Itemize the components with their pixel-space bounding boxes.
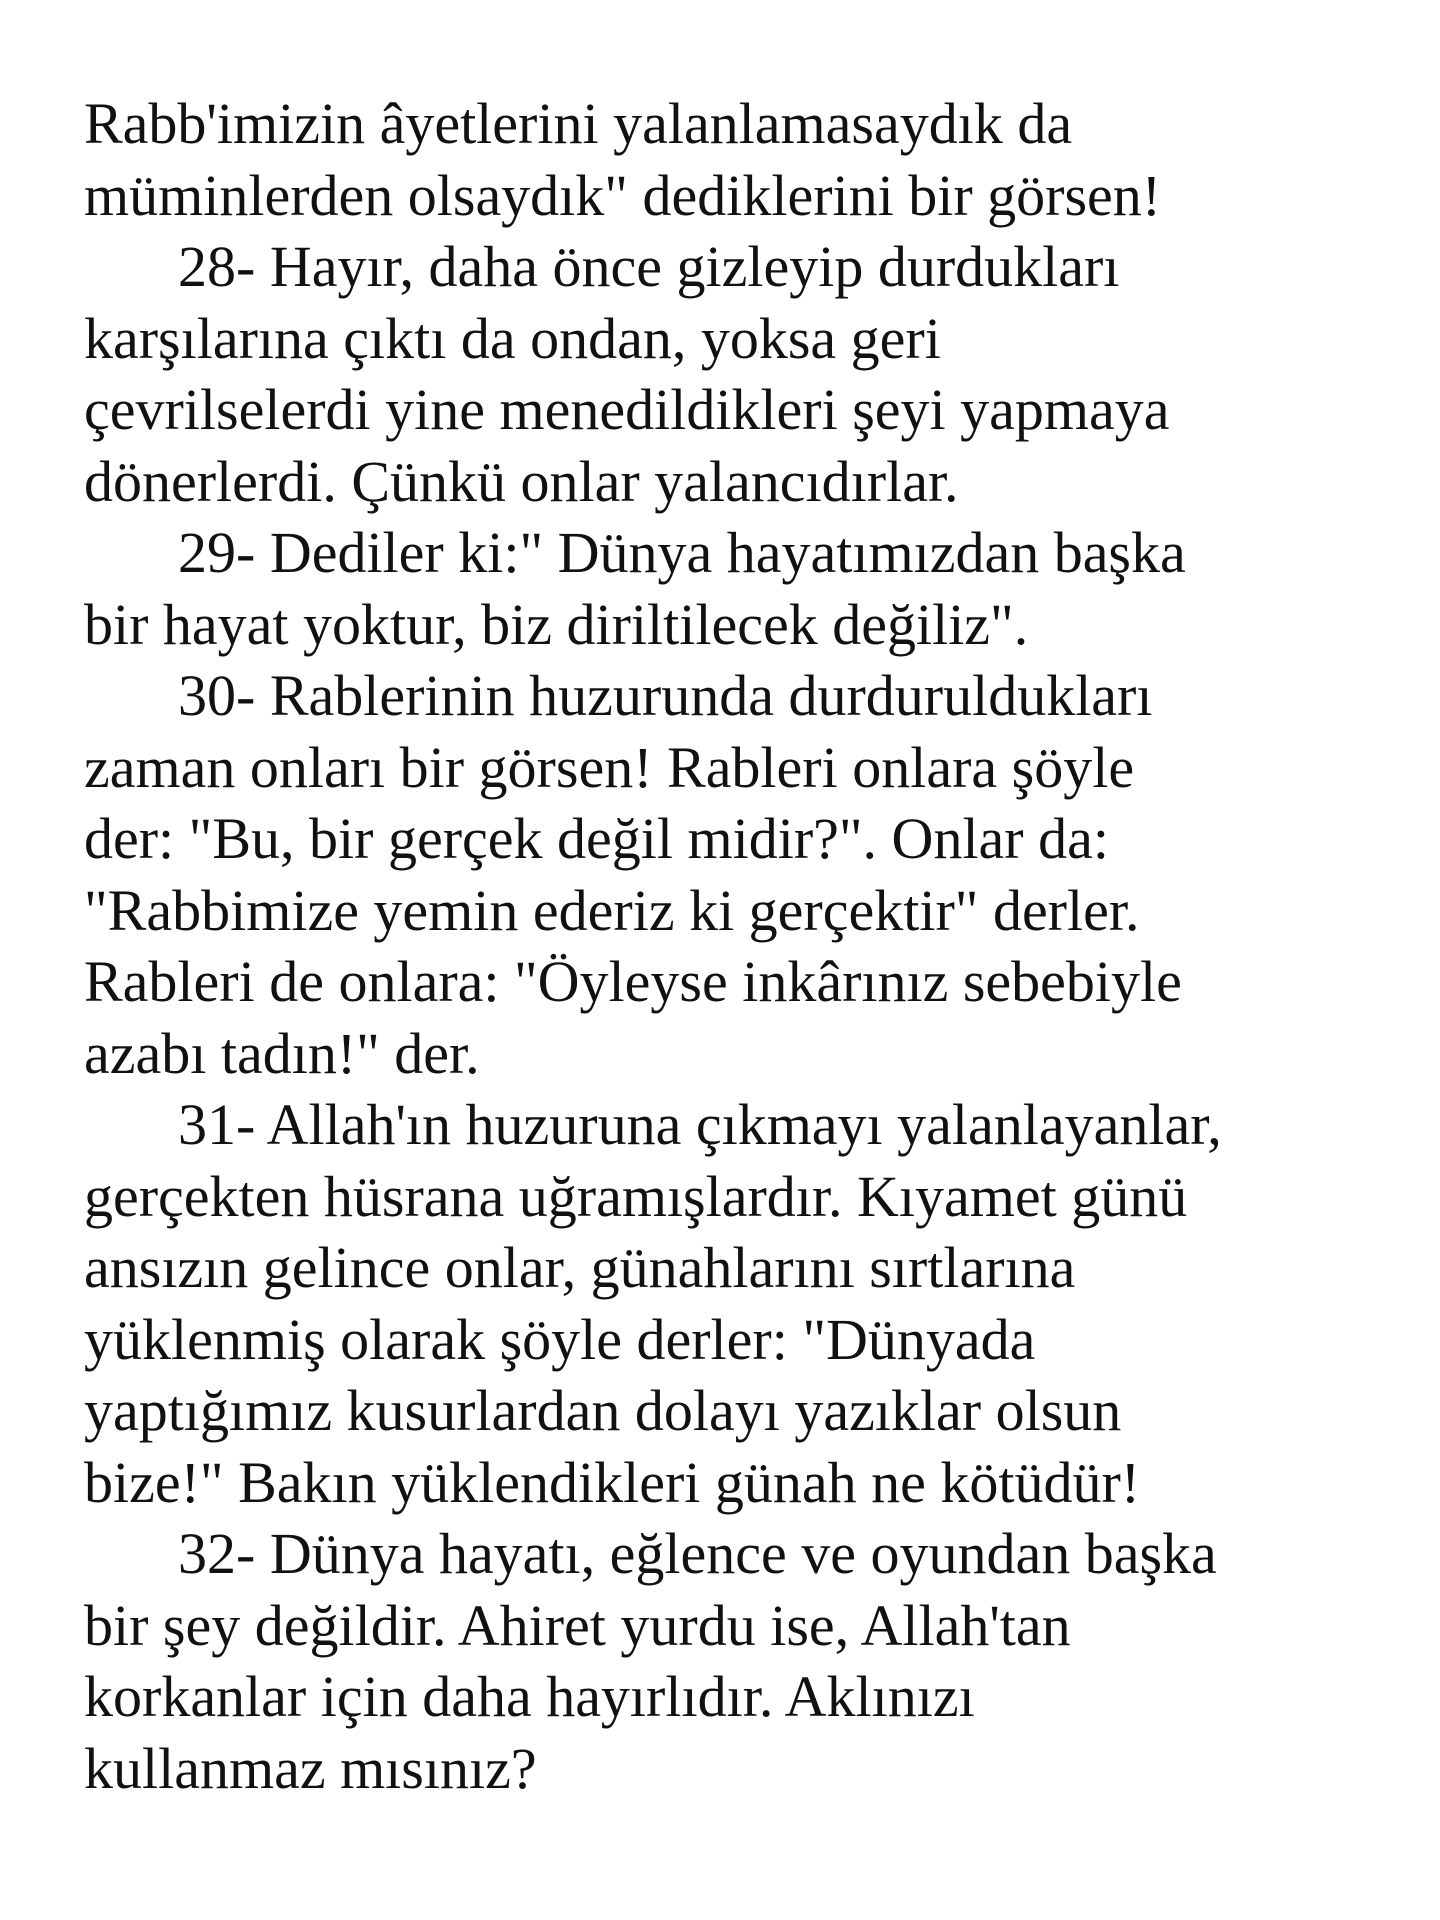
text-line: bize!" Bakın yüklendikleri günah ne kötüdür! [84,1449,1141,1515]
verse-30-start: 30- Rablerinin huzurunda durduruldukları [178,663,1153,728]
text-line: yüklenmiş olarak şöyle derler: "Dünyada [84,1306,1036,1372]
verse-28-start: 28- Hayır, daha önce gizleyip durdukları [178,234,1120,299]
text-line: Rabb'imizin âyetlerini yalanlamasaydık da [84,91,1073,156]
text-line: müminlerden olsaydık" dediklerini bir görsen! [84,162,1162,228]
verse-32-start: 32- Dünya hayatı, eğlence ve oyundan başka [178,1521,1217,1586]
text-line: bir şey değildir. Ahiret yurdu ise, Allah'tan [84,1592,1071,1658]
text-line: kullanmaz mısınız? [84,1735,537,1801]
verse-31-start: 31- Allah'ın huzuruna çıkmayı yalanlayanlar, [178,1092,1222,1157]
text-line: "Rabbimize yemin ederiz ki gerçektir" derler. [84,877,1140,943]
text-line: zaman onları bir görsen! Rableri onlara şöyle [84,734,1135,800]
text-line: azabı tadın!" der. [84,1020,480,1086]
text-line: bir hayat yoktur, biz diriltilecek değiliz". [84,591,1029,657]
text-line: der: "Bu, bir gerçek değil midir?". Onlar da: [84,806,1109,871]
text-line: karşılarına çıktı da ondan, yoksa geri [84,305,941,371]
verse-29-start: 29- Dediler ki:" Dünya hayatımızdan başka [178,520,1186,585]
text-line: dönerlerdi. Çünkü onlar yalancıdırlar. [84,448,959,514]
text-line: korkanlar için daha hayırlıdır. Aklınızı [84,1664,975,1729]
text-line: çevrilselerdi yine menedildikleri şeyi yapmaya [84,377,1170,442]
document-page [84,88,1384,1804]
text-line: yaptığımız kusurlardan dolayı yazıklar olsun [84,1378,1122,1443]
text-line: Rableri de onlara: "Öyleyse inkârınız sebebiyle [84,949,1182,1014]
text-line: gerçekten hüsrana uğramışlardır. Kıyamet günü [84,1163,1188,1229]
text-line: ansızın gelince onlar, günahlarını sırtlarına [84,1235,1076,1300]
